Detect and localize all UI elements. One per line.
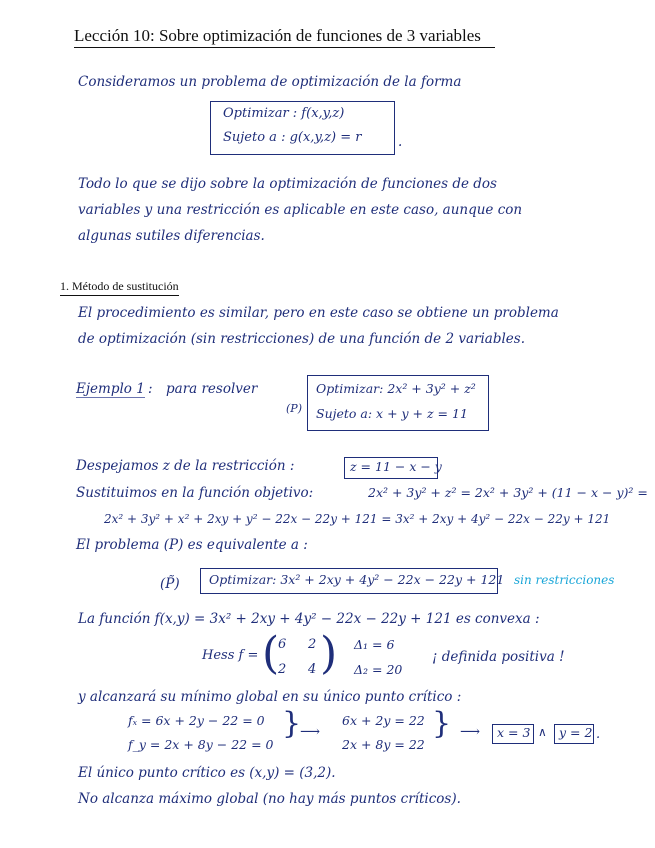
minor-2: Δ₂ = 20 bbox=[354, 662, 403, 677]
para2-line2: de optimización (sin restricciones) de una función de 2 variables. bbox=[78, 331, 526, 347]
solved-z-box bbox=[344, 457, 442, 479]
step2-text: Sustituimos en la función objetivo: bbox=[76, 485, 314, 501]
final-line1: El único punto crítico es (x,y) = (3,2). bbox=[78, 765, 336, 781]
example-tag: (P) bbox=[286, 402, 302, 415]
y-solution-box bbox=[554, 724, 594, 744]
arrow-1: ⟶ bbox=[300, 724, 321, 740]
reduced-objective: Optimizar: 3x² + 2xy + 4y² − 22x − 22y + 121 bbox=[209, 572, 505, 587]
matrix-m21: 2 bbox=[278, 662, 287, 677]
arrow-2: ⟶ bbox=[460, 724, 481, 740]
solved-z: z = 11 − x − y bbox=[350, 459, 442, 474]
para2-line1: El procedimiento es similar, pero en este caso se obtiene un problema bbox=[78, 305, 559, 321]
hess-conclusion: ¡ definida positiva ! bbox=[432, 649, 565, 665]
minor-1: Δ₁ = 6 bbox=[354, 637, 395, 652]
final-line2: No alcanza máximo global (no hay más puntos críticos). bbox=[78, 791, 461, 807]
intro-text: Consideramos un problema de optimización de la forma bbox=[78, 74, 462, 90]
general-objective: Optimizar : f(x,y,z) bbox=[223, 106, 345, 121]
section-heading: 1. Método de sustitución bbox=[60, 279, 179, 296]
matrix-m22: 4 bbox=[308, 662, 317, 677]
brace-2: } bbox=[432, 706, 452, 741]
y-solution: y = 2 bbox=[559, 725, 593, 740]
example-constraint: Sujeto a: x + y + z = 11 bbox=[316, 406, 468, 421]
hess-label: Hess f = bbox=[202, 648, 259, 663]
example-problem-box bbox=[307, 375, 489, 431]
reduced-note: sin restricciones bbox=[514, 573, 615, 587]
partial-fx: fₓ = 6x + 2y − 22 = 0 bbox=[128, 713, 265, 728]
matrix-right-paren: ) bbox=[320, 628, 338, 679]
example-colon: : bbox=[148, 381, 153, 397]
critical-intro: y alcanzará su mínimo global en su único punto crítico : bbox=[78, 689, 462, 705]
reduced-problem-box bbox=[200, 568, 505, 594]
step1-text: Despejamos z de la restricción : bbox=[76, 458, 295, 474]
step2-eq2: 2x² + 3y² + x² + 2xy + y² − 22x − 22y + 121 = 3x² + 2xy + 4y² − 22x − 22y + 121 bbox=[104, 512, 611, 526]
page-title: Lección 10: Sobre optimización de funciones de 3 variables bbox=[74, 26, 495, 48]
para1-line3: algunas sutiles diferencias. bbox=[78, 228, 265, 244]
x-solution-box bbox=[492, 724, 534, 744]
matrix-m12: 2 bbox=[308, 637, 317, 652]
brace-1: } bbox=[282, 706, 302, 741]
step2-eq1: 2x² + 3y² + z² = 2x² + 3y² + (11 − x − y)² = bbox=[368, 485, 648, 500]
para1-line1: Todo lo que se dijo sobre la optimización de funciones de dos bbox=[78, 176, 497, 192]
matrix-left-paren: ( bbox=[262, 628, 280, 679]
example-label: Ejemplo 1 bbox=[76, 381, 145, 397]
x-solution: x = 3 bbox=[497, 725, 531, 740]
matrix-m11: 6 bbox=[278, 637, 287, 652]
example-objective: Optimizar: 2x² + 3y² + z² bbox=[316, 381, 476, 396]
step3-text: El problema (P) es equivalente a : bbox=[76, 537, 308, 553]
partial-fy: f_y = 2x + 8y − 22 = 0 bbox=[128, 737, 274, 752]
box-period: . bbox=[398, 134, 403, 150]
system-eq1: 6x + 2y = 22 bbox=[342, 713, 425, 728]
general-constraint: Sujeto a : g(x,y,z) = r bbox=[223, 130, 362, 145]
and-symbol: ∧ bbox=[538, 725, 547, 739]
reduced-tag: (P̃) bbox=[160, 576, 180, 592]
convex-text: La función f(x,y) = 3x² + 2xy + 4y² − 22x − 22y + 121 es convexa : bbox=[78, 611, 540, 627]
solution-period: . bbox=[596, 727, 601, 742]
example-to-solve: para resolver bbox=[166, 381, 258, 397]
para1-line2: variables y una restricción es aplicable en este caso, aunque con bbox=[78, 202, 523, 218]
system-eq2: 2x + 8y = 22 bbox=[342, 737, 425, 752]
general-problem-box bbox=[210, 101, 395, 155]
